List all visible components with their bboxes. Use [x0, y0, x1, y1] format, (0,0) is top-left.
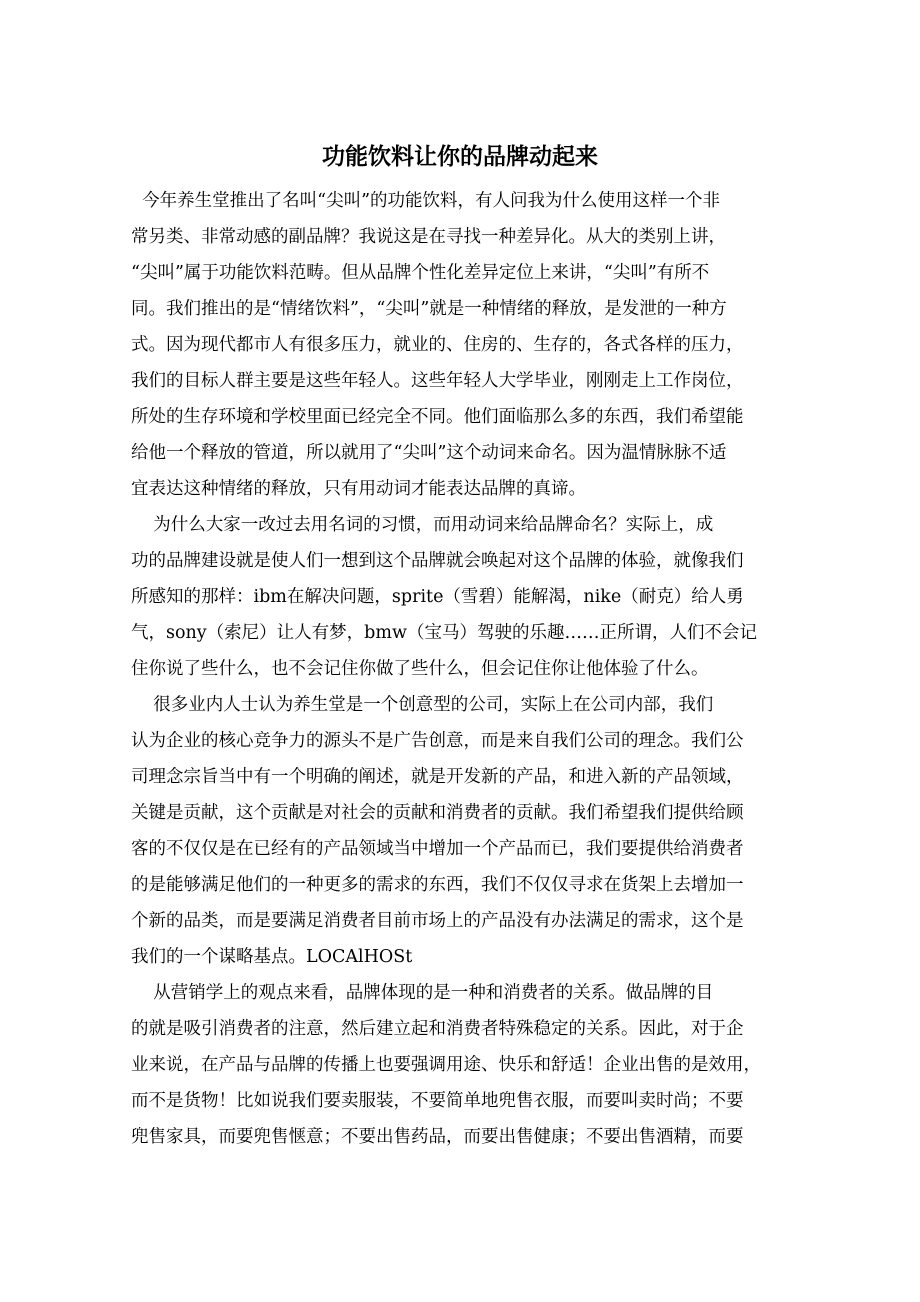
- text-line: 功的品牌建设就是使人们一想到这个品牌就会唤起对这个品牌的体验，就像我们: [131, 551, 744, 571]
- text-line: 的是能够满足他们的一种更多的需求的东西，我们不仅仅寻求在货架上去增加一: [131, 875, 744, 895]
- text-line: 很多业内人士认为养生堂是一个创意型的公司，实际上在公司内部，我们: [131, 695, 714, 715]
- text-line: 从营销学上的观点来看，品牌体现的是一种和消费者的关系。做品牌的目: [131, 983, 714, 1003]
- text-line: 所处的生存环境和学校里面已经完全不同。他们面临那么多的东西，我们希望能: [131, 407, 744, 427]
- text-line: 兜售家具，而要兜售惬意；不要出售药品，而要出售健康；不要出售酒精，而要: [131, 1127, 744, 1147]
- text-line: 认为企业的核心竞争力的源头不是广告创意，而是来自我们公司的理念。我们公: [131, 731, 744, 751]
- text-line: 业来说，在产品与品牌的传播上也要强调用途、快乐和舒适！企业出售的是效用，: [131, 1055, 761, 1075]
- text-line: 同。我们推出的是“情绪饮料”，“尖叫”就是一种情绪的释放，是发泄的一种方: [131, 299, 727, 319]
- text-line: 而不是货物！比如说我们要卖服装，不要简单地兜售衣服，而要叫卖时尚；不要: [131, 1091, 744, 1111]
- text-line: 为什么大家一改过去用名词的习惯，而用动词来给品牌命名？实际上，成: [131, 515, 714, 535]
- paragraph-3: [131, 687, 796, 975]
- text-line: 所感知的那样：ibm在解决问题，sprite（雪碧）能解渴，nike（耐克）给人勇: [131, 587, 744, 607]
- paragraph-2: [131, 507, 796, 687]
- text-line: 宜表达这种情绪的释放，只有用动词才能表达品牌的真谛。: [131, 479, 586, 499]
- text-line: 给他一个释放的管道，所以就用了“尖叫”这个动词来命名。因为温情脉脉不适: [131, 443, 727, 463]
- text-line: 住你说了些什么，也不会记住你做了些什么，但会记住你让他体验了什么。: [131, 659, 709, 679]
- text-line: 的就是吸引消费者的注意，然后建立起和消费者特殊稳定的关系。因此，对于企: [131, 1019, 744, 1039]
- text-line: 关键是贡献，这个贡献是对社会的贡献和消费者的贡献。我们希望我们提供给顾: [131, 803, 744, 823]
- text-line: 今年养生堂推出了名叫“尖叫”的功能饮料，有人问我为什么使用这样一个非: [131, 191, 721, 211]
- paragraph-4: [131, 975, 796, 1155]
- text-line: 个新的品类，而是要满足消费者目前市场上的产品没有办法满足的需求，这个是: [131, 911, 744, 931]
- text-line: 气，sony（索尼）让人有梦，bmw（宝马）驾驶的乐趣……正所谓，人们不会记: [131, 623, 757, 643]
- text-line: 常另类、非常动感的副品牌？我说这是在寻找一种差异化。从大的类别上讲，: [131, 227, 726, 247]
- text-line: 客的不仅仅是在已经有的产品领域当中增加一个产品而已，我们要提供给消费者: [131, 839, 744, 859]
- text-line: 式。因为现代都市人有很多压力，就业的、住房的、生存的，各式各样的压力，: [131, 335, 744, 355]
- document-title: 功能饮料让你的品牌动起来: [322, 144, 598, 170]
- text-line: 司理念宗旨当中有一个明确的阐述，就是开发新的产品，和进入新的产品领域，: [131, 767, 744, 787]
- text-line: 我们的目标人群主要是这些年轻人。这些年轻人大学毕业，刚刚走上工作岗位，: [131, 371, 744, 391]
- text-line: “尖叫”属于功能饮料范畴。但从品牌个性化差异定位上来讲，“尖叫”有所不: [131, 263, 710, 283]
- paragraph-1: [131, 183, 796, 507]
- text-line: 我们的一个谋略基点。LOCAlHOSt: [131, 947, 413, 967]
- document-body: [131, 183, 796, 1155]
